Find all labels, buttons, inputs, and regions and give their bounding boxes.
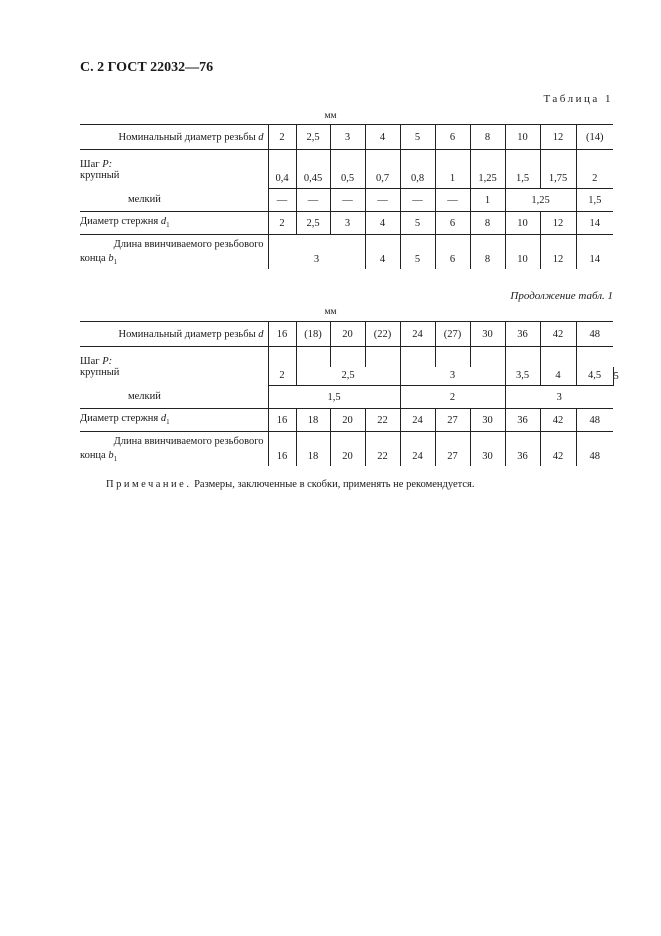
fine-cell: 1,5 — [268, 386, 400, 409]
length-cell: 18 — [296, 432, 330, 467]
rod-row — [80, 409, 613, 432]
nominal-cell: 3 — [330, 125, 365, 150]
rod-cell: 10 — [505, 212, 540, 235]
length-cell: 8 — [470, 235, 505, 270]
rod-cell: 4 — [365, 212, 400, 235]
fine-cell: — — [296, 189, 330, 212]
coarse-cell: 2 — [576, 170, 613, 189]
fine-label: мелкий — [128, 194, 161, 206]
rod-cell: 18 — [296, 409, 330, 432]
fine-label: мелкий — [128, 391, 161, 403]
nominal-row — [80, 125, 613, 150]
note-text: Размеры, заключенные в скобки, применять не рекомендуется. — [194, 479, 475, 490]
coarse-cell: 0,8 — [400, 170, 435, 189]
pitch-label: Шаг P: — [80, 158, 113, 170]
length-cell: 36 — [505, 432, 540, 467]
rod-cell: 22 — [365, 409, 400, 432]
rod-cell: 27 — [435, 409, 470, 432]
rod-cell: 2,5 — [296, 212, 330, 235]
length-cell: 16 — [268, 432, 296, 467]
rod-cell: 42 — [540, 409, 576, 432]
nominal-cell: (27) — [435, 322, 470, 347]
coarse-label: крупный — [80, 169, 120, 181]
rod-row — [80, 212, 613, 235]
nominal-cell: 6 — [435, 125, 470, 150]
thread-table-2 — [80, 321, 619, 466]
coarse-label: крупный — [80, 366, 120, 378]
nominal-cell: (22) — [365, 322, 400, 347]
coarse-cell: 1,75 — [540, 170, 576, 189]
coarse-cell: 2,5 — [296, 367, 400, 386]
coarse-cell: 2 — [268, 367, 296, 386]
nominal-cell: 16 — [268, 322, 296, 347]
length-cell: 42 — [540, 432, 576, 467]
rod-cell: 30 — [470, 409, 505, 432]
nominal-cell: (14) — [576, 125, 613, 150]
table-1-unit: мм — [324, 111, 337, 121]
length-cell: 14 — [576, 235, 613, 270]
table-continuation-label: Продолжение табл. 1 — [510, 290, 613, 302]
length-cell: 12 — [540, 235, 576, 270]
length-label: Длина ввинчиваемого резьбового конца $b_1$ — [80, 432, 268, 467]
rod-label: Диаметр стержня $d_1$ — [80, 409, 268, 432]
coarse-row: крупный 2 2,5 3 3,5 4 4,5 5 — [80, 367, 613, 386]
rod-cell: 16 — [268, 409, 296, 432]
rod-cell: 36 — [505, 409, 540, 432]
fine-cell: — — [365, 189, 400, 212]
nominal-cell: 12 — [540, 125, 576, 150]
fine-cell: — — [400, 189, 435, 212]
coarse-cell: 4,5 — [576, 367, 613, 386]
rod-cell: 24 — [400, 409, 435, 432]
length-cell: 20 — [330, 432, 365, 467]
coarse-cell: 1 — [435, 170, 470, 189]
coarse-cell: 0,4 — [268, 170, 296, 189]
pitch-label: Шаг P: — [80, 355, 113, 367]
page-header: С. 2 ГОСТ 22032—76 — [80, 60, 214, 75]
nominal-cell: 36 — [505, 322, 540, 347]
rod-cell: 3 — [330, 212, 365, 235]
fine-cell: — — [435, 189, 470, 212]
coarse-cell: 0,7 — [365, 170, 400, 189]
length-cell: 6 — [435, 235, 470, 270]
nominal-cell: 2,5 — [296, 125, 330, 150]
rod-label: Диаметр стержня $d_1$ — [80, 212, 268, 235]
rod-cell: 48 — [576, 409, 613, 432]
nominal-cell: 42 — [540, 322, 576, 347]
length-label: Длина ввинчиваемого резьбового конца $b_1$ — [80, 235, 268, 270]
fine-row — [80, 386, 613, 409]
fine-cell: 1 — [470, 189, 505, 212]
coarse-cell: 0,5 — [330, 170, 365, 189]
nominal-cell: 24 — [400, 322, 435, 347]
rod-cell: 5 — [400, 212, 435, 235]
length-cell: 5 — [400, 235, 435, 270]
rod-cell: 8 — [470, 212, 505, 235]
nominal-cell: 20 — [330, 322, 365, 347]
rod-cell: 2 — [268, 212, 296, 235]
nominal-cell: 2 — [268, 125, 296, 150]
coarse-cell: 3,5 — [505, 367, 540, 386]
nominal-cell: 4 — [365, 125, 400, 150]
nominal-cell: 48 — [576, 322, 613, 347]
length-cell: 24 — [400, 432, 435, 467]
coarse-cell: 3 — [400, 367, 505, 386]
length-row — [80, 432, 613, 467]
note — [106, 479, 475, 490]
coarse-cell: 0,45 — [296, 170, 330, 189]
nominal-cell: 30 — [470, 322, 505, 347]
coarse-cell: 1,25 — [470, 170, 505, 189]
length-cell: 4 — [365, 235, 400, 270]
pitch-header-row — [80, 150, 613, 170]
nominal-label: Номинальный диаметр резьбы d — [80, 322, 268, 347]
length-cell: 30 — [470, 432, 505, 467]
coarse-cell: 1,5 — [505, 170, 540, 189]
table-2-unit: мм — [324, 307, 337, 317]
fine-cell: 3 — [505, 386, 613, 409]
nominal-cell: 5 — [400, 125, 435, 150]
nominal-cell: 10 — [505, 125, 540, 150]
fine-cell: — — [268, 189, 296, 212]
length-cell: 22 — [365, 432, 400, 467]
fine-cell: 2 — [400, 386, 505, 409]
fine-row — [80, 189, 613, 212]
length-row — [80, 235, 613, 270]
coarse-row — [80, 170, 613, 189]
nominal-cell: (18) — [296, 322, 330, 347]
rod-cell: 6 — [435, 212, 470, 235]
pitch-header-row — [80, 347, 613, 367]
nominal-cell: 8 — [470, 125, 505, 150]
fine-cell: 1,5 — [576, 189, 613, 212]
coarse-cell: 4 — [540, 367, 576, 386]
nominal-label: Номинальный диаметр резьбы d — [80, 125, 268, 150]
thread-table-1 — [80, 124, 613, 269]
length-cell: 10 — [505, 235, 540, 270]
rod-cell: 14 — [576, 212, 613, 235]
nominal-row — [80, 322, 613, 347]
fine-cell: 1,25 — [505, 189, 576, 212]
length-cell: 3 — [268, 235, 365, 270]
length-cell: 27 — [435, 432, 470, 467]
rod-cell: 12 — [540, 212, 576, 235]
note-lead: Примечание. — [106, 479, 192, 490]
table-1-label: Таблица 1 — [543, 93, 613, 105]
rod-cell: 20 — [330, 409, 365, 432]
length-cell: 48 — [576, 432, 613, 467]
fine-cell: — — [330, 189, 365, 212]
